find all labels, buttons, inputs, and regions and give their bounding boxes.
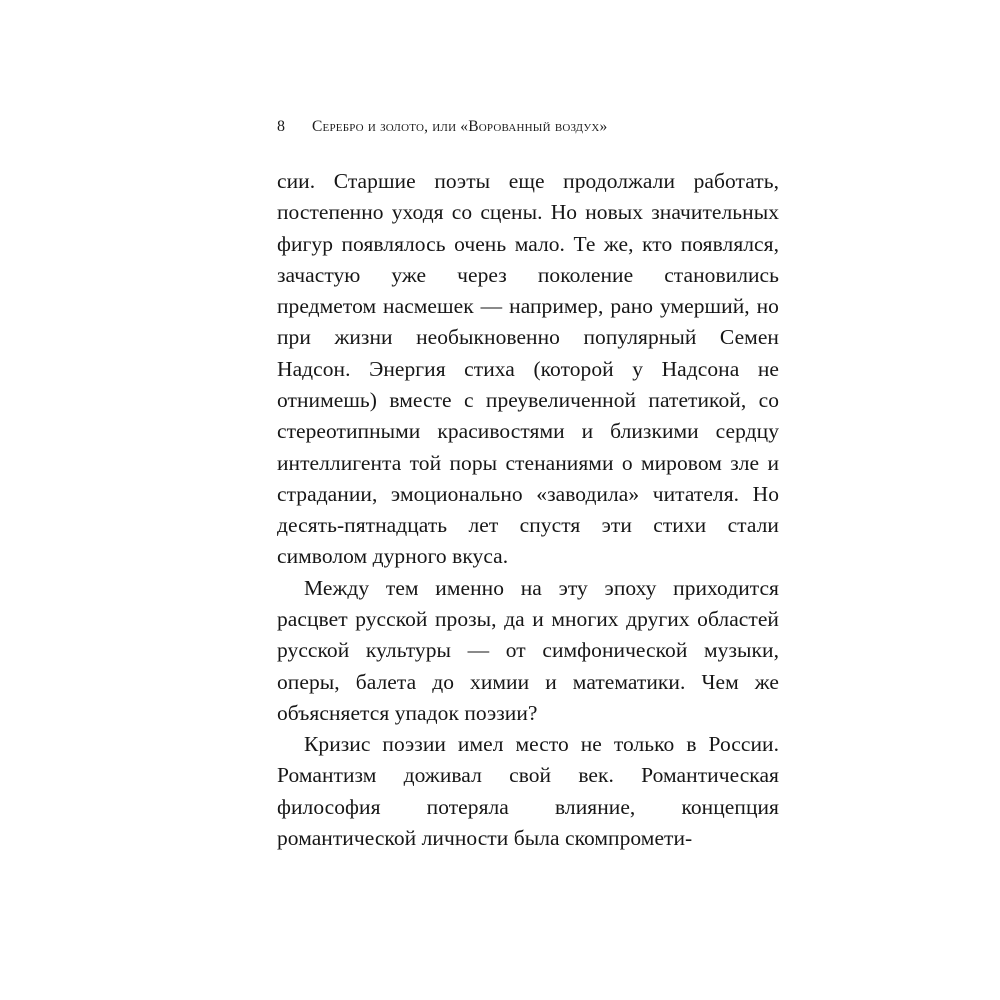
running-head — [277, 118, 779, 136]
running-head-title: Серебро и золото, или «Ворованный воздух» — [312, 118, 608, 135]
paragraph: Кризис поэзии имел место не только в России. Романтизм доживал свой век. Романтическая философия потеряла влияние, концепция романтической личности была скомпромети- — [277, 732, 779, 850]
paragraph: сии. Старшие поэты еще продолжали работать, постепенно уходя со сцены. Но новых значительных фигур появлялось очень мало. Те же, кто появлялся, зачастую уже через поколение становились предметом насмешек — например, рано умерший, но при жизни необыкновенно популярный Семен Надсон. Энергия стиха (которой у Надсона не отнимешь) вместе с преувеличенной патетикой, со стереотипными красивостями и близкими сердцу интеллигента той поры стенаниями о мировом зле и страдании, эмоционально «заводила» читателя. Но десять-пятнадцать лет спустя эти стихи стали символом дурного вкуса. — [277, 169, 779, 569]
page-number: 8 — [277, 118, 285, 135]
paragraph: Между тем именно на эту эпоху приходится расцвет русской прозы, да и многих других областей русской культуры — от симфонической музыки, оперы, балета до химии и математики. Чем же объясняется упадок поэзии? — [277, 575, 779, 725]
body-text — [277, 166, 779, 854]
page-content-area — [277, 118, 779, 854]
